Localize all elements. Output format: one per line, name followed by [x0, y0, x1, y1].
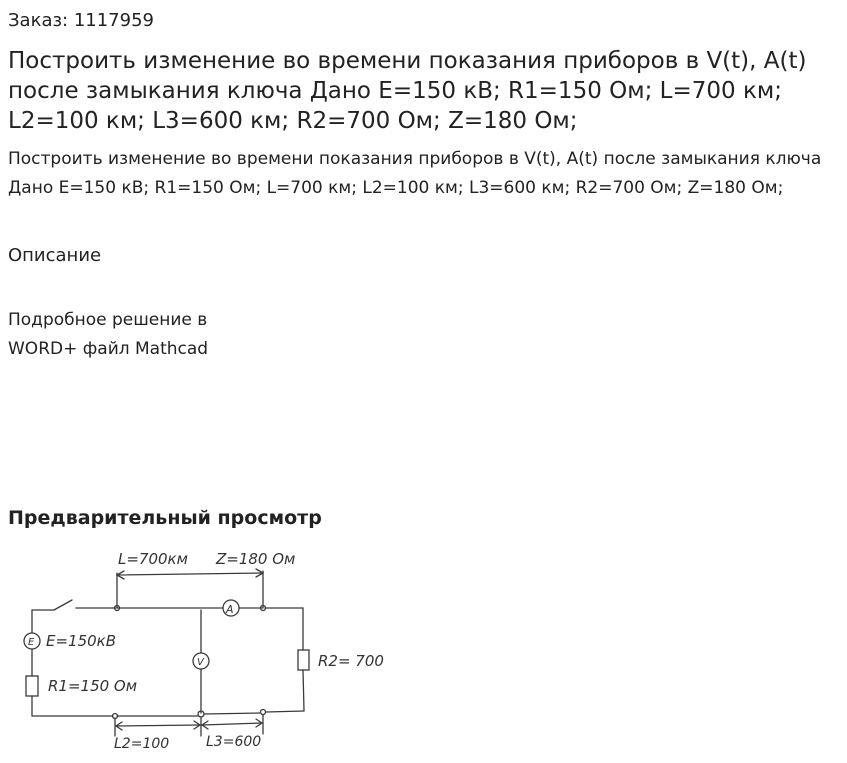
resistor-r2-icon [298, 650, 309, 670]
label-emf: E=150кВ [46, 632, 117, 650]
switch-blade [54, 600, 72, 610]
order-number: Заказ: 1117959 [8, 10, 154, 31]
dimension-arrow-bottom [115, 715, 263, 736]
source-symbol: E [28, 637, 35, 648]
label-r1: R1=150 Ом [48, 677, 138, 695]
ammeter-label: A [226, 603, 234, 616]
label-line-length: L=700км [118, 550, 188, 568]
node [261, 710, 266, 715]
label-l2: L2=100 [114, 736, 170, 752]
description-heading: Описание [8, 245, 102, 266]
resistor-r1-icon [26, 676, 38, 696]
preview-heading: Предварительный просмотр [8, 507, 322, 529]
voltmeter-label: V [197, 657, 204, 668]
page-title: Построить изменение во времени показания приборов в V(t), A(t) после замыкания ключа Дано E=150 кВ; R1=150 Ом; L=700 км; L2=100 км; L3=600 км; R2=700 Ом; Z=180 Ом; [8, 48, 807, 134]
circuit-wires [32, 600, 304, 716]
description-line: WORD+ файл Mathcad [8, 338, 209, 359]
circuit-scheme-image [10, 540, 410, 758]
description-body [8, 306, 268, 363]
description-line: Подробное решение в [8, 310, 208, 330]
task-statement: Построить изменение во времени показания приборов в V(t), A(t) после замыкания ключа Дано E=150 кВ; R1=150 Ом; L=700 км; L2=100 км; L3=600 км; R2=700 Ом; Z=180 Ом; [8, 149, 822, 198]
dimension-arrow-top [117, 569, 263, 608]
label-impedance: Z=180 Ом [216, 550, 296, 568]
label-l3: L3=600 [206, 734, 262, 750]
label-r2: R2= 700 [318, 652, 384, 670]
